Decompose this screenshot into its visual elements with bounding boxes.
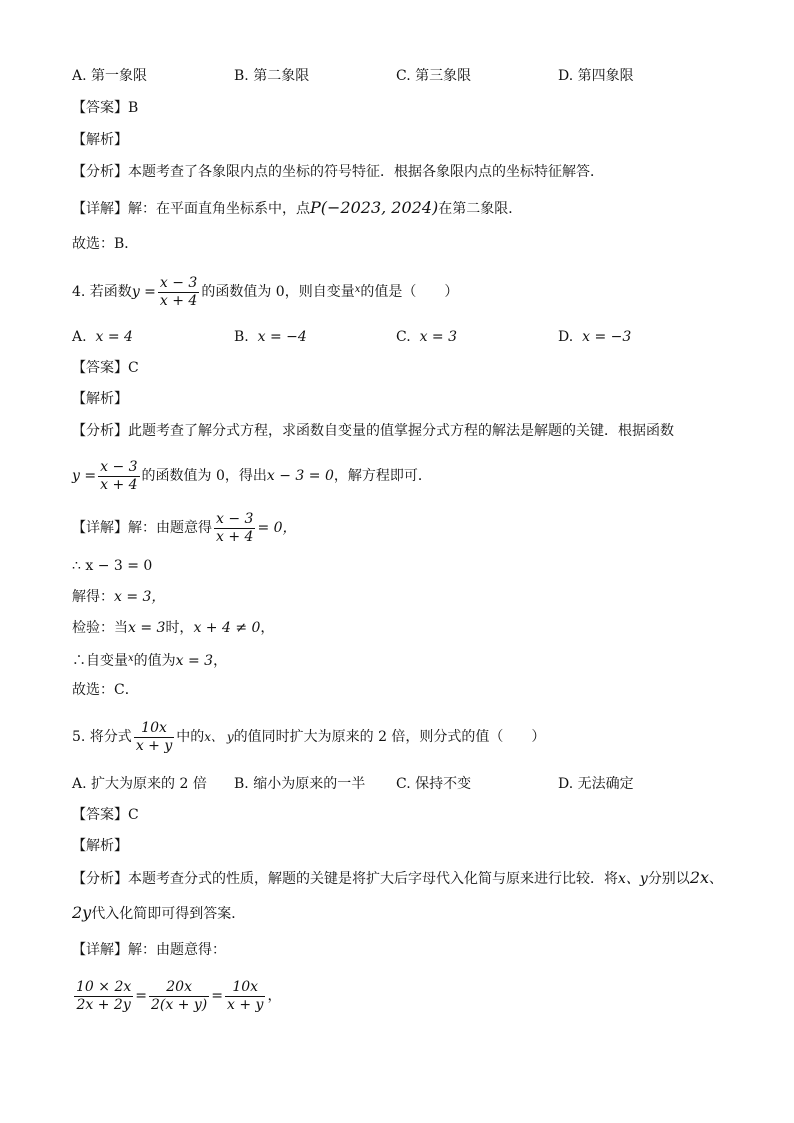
detail-tag: 【详解】 <box>72 942 128 958</box>
q4-option-b <box>234 327 307 347</box>
q4-detail <box>72 508 297 548</box>
q5-option-b: B. 缩小为原来的一半 <box>234 776 366 792</box>
step-expr: x = 3 <box>128 620 166 636</box>
option-expr: x = −3 <box>582 329 632 345</box>
q4-stem-post: 的值是（ ） <box>360 284 459 300</box>
q5-equation <box>72 976 281 1016</box>
q3-option-a: A. 第一象限 <box>72 68 148 84</box>
detail-tag: 【详解】 <box>72 520 128 536</box>
q4-step-4 <box>72 649 227 671</box>
q4-step-2 <box>72 587 165 607</box>
q4-var: x <box>354 284 361 295</box>
fraction-denominator: 2(x + y) <box>150 996 208 1013</box>
q4-step-1: ∴ x − 3 = 0 <box>72 558 153 574</box>
q5-detail <box>72 940 226 960</box>
detail-equals-zero: = 0， <box>257 520 297 536</box>
fraction-denominator: x + y <box>135 737 173 754</box>
q5-fraction-2 <box>149 979 209 1014</box>
q5-jiexi-heading: 【解析】 <box>72 838 128 854</box>
fraction-numerator: 10 × 2x <box>76 978 132 995</box>
fraction-denominator: x + 4 <box>159 292 198 309</box>
q5-fraction <box>134 720 174 755</box>
q5-option-d: D. 无法确定 <box>558 776 634 792</box>
q4-option-c <box>396 327 457 347</box>
option-label: B. <box>234 329 249 345</box>
option-expr: x = −4 <box>257 329 307 345</box>
q4-answer: 【答案】C <box>72 360 139 376</box>
q3-option-c: C. 第三象限 <box>396 68 472 84</box>
q5-answer: 【答案】C <box>72 807 139 823</box>
q5-stem-mid: 中的 <box>176 729 205 745</box>
fraction-denominator: x + y <box>227 996 264 1013</box>
fraction-numerator: 10x <box>225 979 265 997</box>
step-expr: x = 3 <box>175 653 214 669</box>
step-punct: ， <box>213 653 228 669</box>
q4-y-eq-2: y = <box>72 468 97 484</box>
analysis-tag: 【分析】 <box>72 164 128 180</box>
q5-option-c: C. 保持不变 <box>396 776 472 792</box>
q4-fraction-3 <box>214 511 255 546</box>
point-expression: P(−2023, 2024) <box>310 198 439 217</box>
option-label: D. <box>558 329 574 345</box>
q3-answer: 【答案】B <box>72 100 139 116</box>
q5-stem-pre: 5. 将分式 <box>72 729 132 745</box>
analysis-cont-text: 代入化简即可得到答案． <box>91 906 246 922</box>
fraction-numerator: x − 3 <box>100 458 138 475</box>
q5-stem <box>72 717 545 757</box>
step-label: 解得： <box>72 589 114 605</box>
analysis-text: 本题考查了各象限内点的坐标的符号特征．根据各象限内点的坐标特征解答． <box>128 164 604 180</box>
analysis-text: 此题考查了解分式方程，求函数自变量的值掌握分式方程的解法是解题的关键．根据函数 <box>128 423 674 439</box>
analysis-mid: 分别以 <box>647 871 690 887</box>
q4-fraction <box>158 275 199 310</box>
q4-y-eq: y = <box>131 284 156 300</box>
q4-stem-pre: 4. 若函数 <box>72 284 132 300</box>
q5-stem-post: 的值同时扩大为原来的 2 倍，则分式的值（ ） <box>233 729 546 745</box>
q3-jiexi-heading: 【解析】 <box>72 132 128 148</box>
option-label: A. <box>72 329 87 345</box>
fraction-denominator: 2x + 2y <box>76 996 131 1013</box>
q4-stem-mid: 的函数值为 0，则自变量 <box>201 284 355 300</box>
analysis-2x: 2x <box>689 868 710 887</box>
detail-text: 解：由题意得 <box>128 520 212 536</box>
q3-option-d: D. 第四象限 <box>558 68 634 84</box>
step-expr-2: x + 4 ≠ 0 <box>193 620 261 636</box>
detail-text-end: 在第二象限． <box>438 201 523 217</box>
detail-text: 解：在平面直角坐标系中，点 <box>128 201 310 217</box>
analysis-cont-end: ，解方程即可． <box>333 468 432 484</box>
q3-analysis <box>72 162 604 182</box>
q5-analysis <box>72 868 723 889</box>
fraction-denominator: x + 4 <box>100 476 138 493</box>
analysis-tag: 【分析】 <box>72 423 128 439</box>
q4-analysis <box>72 421 674 441</box>
analysis-xy: x、y <box>618 871 648 887</box>
option-expr: x = 3 <box>419 329 458 345</box>
analysis-text: 本题考查分式的性质，解题的关键是将扩大后字母代入化简与原来进行比较．将 <box>128 871 618 887</box>
detail-text: 解：由题意得： <box>128 942 226 958</box>
q4-select: 故选：C． <box>72 682 139 698</box>
step-text: 时， <box>165 620 194 636</box>
fraction-numerator: x − 3 <box>216 510 254 527</box>
step-var: x <box>128 653 134 664</box>
fraction-denominator: x + 4 <box>216 528 254 545</box>
q5-analysis-cont <box>72 903 245 924</box>
step-label: 检验：当 <box>72 620 128 636</box>
equals-sign-2: = <box>211 988 223 1004</box>
step-expr: x = 3， <box>114 589 166 605</box>
fraction-numerator: 10x <box>134 720 174 738</box>
q4-analysis-cont <box>72 456 432 496</box>
q3-select: 故选：B． <box>72 236 139 252</box>
q4-option-a <box>72 327 133 347</box>
step-text: 的值为 <box>133 653 176 669</box>
option-label: C. <box>396 329 411 345</box>
q4-jiexi-heading: 【解析】 <box>72 391 128 407</box>
q4-fraction-2 <box>98 459 139 494</box>
analysis-tag: 【分析】 <box>72 871 128 887</box>
q5-vars: x、 y <box>204 730 234 744</box>
q5-option-a: A. 扩大为原来的 2 倍 <box>72 776 207 792</box>
equals-sign: = <box>135 988 147 1004</box>
q4-option-d <box>558 327 631 347</box>
detail-tag: 【详解】 <box>72 201 128 217</box>
q3-detail <box>72 198 522 219</box>
fraction-numerator: 20x <box>149 979 209 997</box>
analysis-equation: x − 3 = 0 <box>266 468 334 484</box>
fraction-numerator: x − 3 <box>159 274 198 291</box>
analysis-end: 、 <box>709 871 724 887</box>
q4-stem <box>72 271 458 311</box>
option-expr: x = 4 <box>95 329 133 345</box>
equation-tail: ， <box>267 988 282 1004</box>
q5-fraction-1 <box>74 979 133 1014</box>
q4-step-3 <box>72 618 274 638</box>
step-punct: ， <box>260 620 275 636</box>
q5-fraction-3 <box>225 979 265 1014</box>
q3-option-b: B. 第二象限 <box>234 68 310 84</box>
analysis-2y: 2y <box>72 903 92 922</box>
step-label: ∴自变量 <box>72 653 128 669</box>
analysis-cont-mid: 的函数值为 0，得出 <box>141 468 267 484</box>
